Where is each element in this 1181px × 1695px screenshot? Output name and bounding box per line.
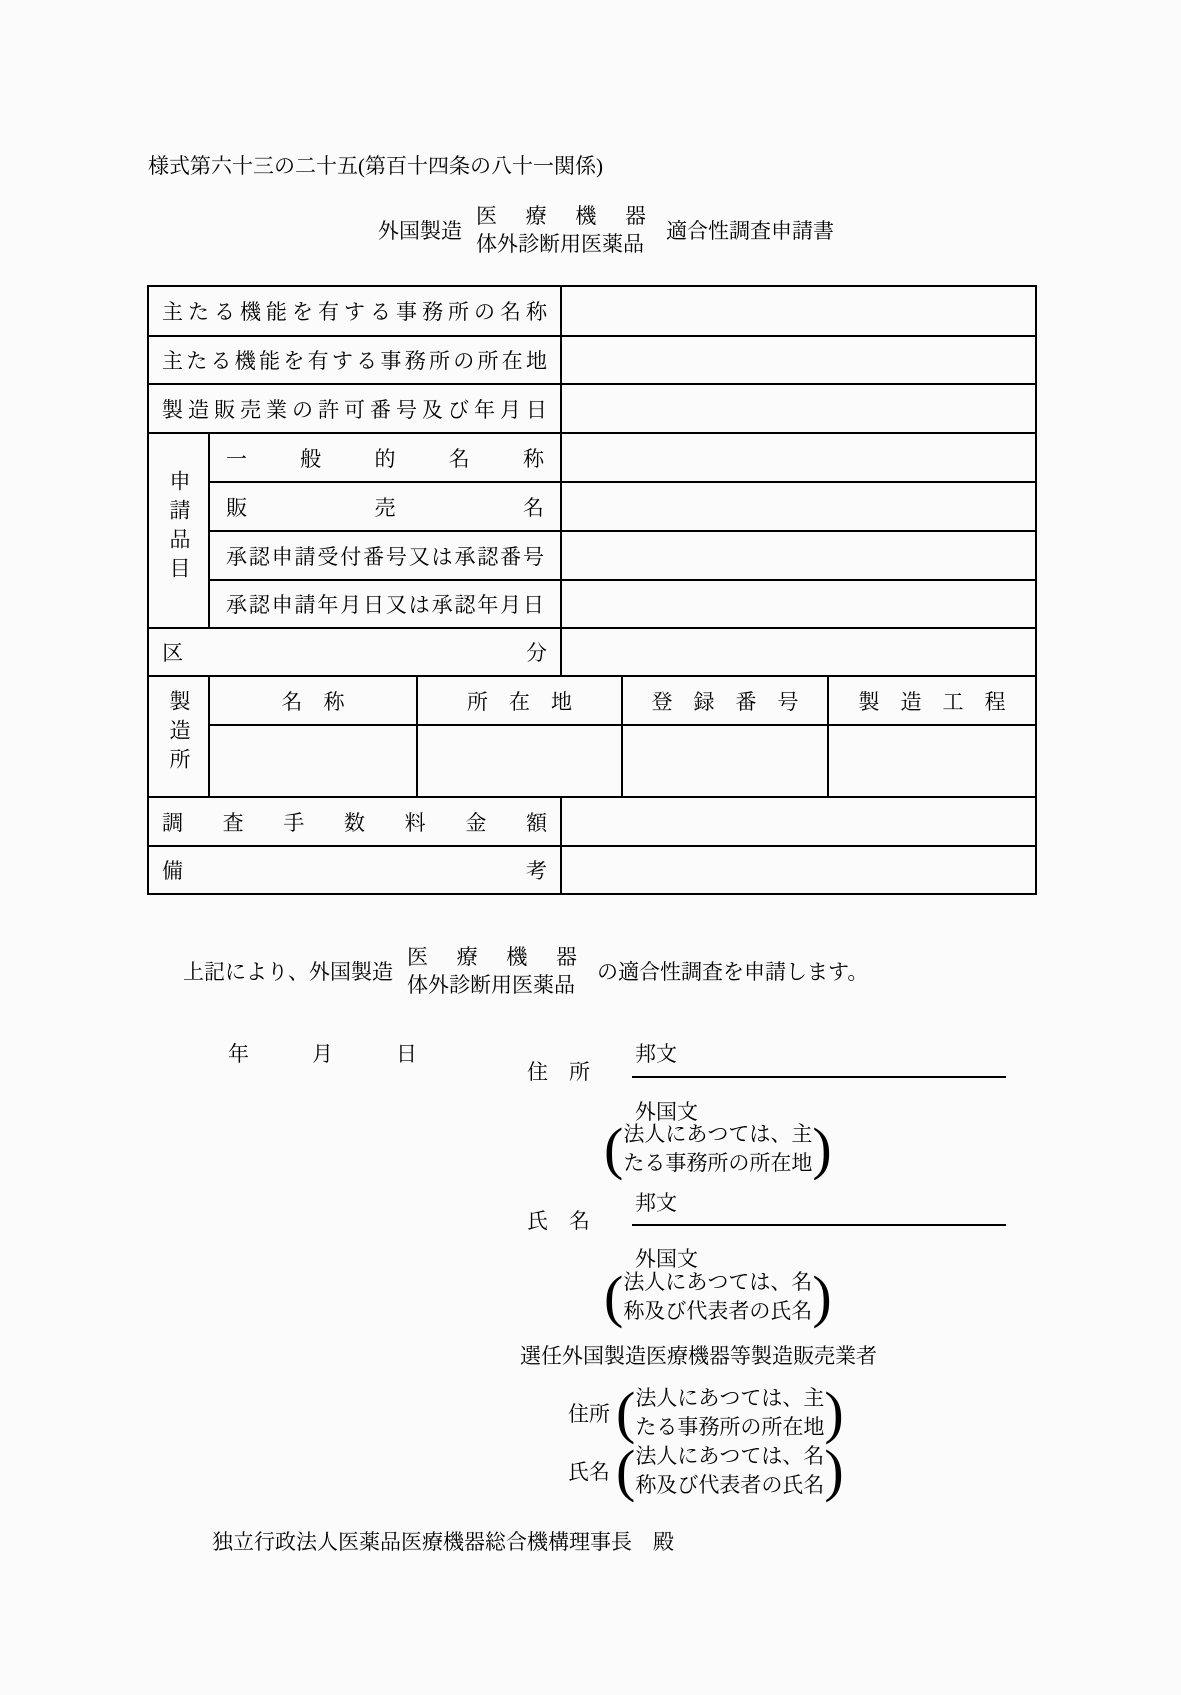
agent-heading: 選任外国製造医療機器等製造販売業者 <box>520 1344 877 1368</box>
close-paren: ) <box>824 1437 844 1503</box>
declaration-prefix: 上記により、外国製造 <box>183 960 393 984</box>
signature-address-label: 住 所 <box>527 1060 590 1084</box>
open-paren: ( <box>604 1115 624 1181</box>
office-name-value <box>561 286 1036 336</box>
open-paren: ( <box>616 1437 636 1503</box>
site-address-header: 所 在 地 <box>417 676 622 725</box>
site-registration-number-header: 登 録 番 号 <box>622 676 828 725</box>
license-number-value <box>561 384 1036 433</box>
brand-name-value <box>561 482 1036 531</box>
agent-address-label: 住所 <box>568 1402 610 1426</box>
survey-fee-label: 調査手数料金額 <box>148 797 561 846</box>
title-product-type-fraction <box>476 202 646 258</box>
agent-name-note <box>616 1437 844 1503</box>
signature-address-foreign-label: 外国文 <box>635 1100 698 1124</box>
signature-address-note <box>604 1115 832 1181</box>
agent-name-label: 氏名 <box>568 1460 610 1484</box>
title-product-bottom: 体外診断用医薬品 <box>476 232 644 256</box>
remarks-value <box>561 846 1036 894</box>
form-code: 様式第六十三の二十五(第百十四条の八十一関係) <box>148 154 603 178</box>
site-name-value <box>209 725 417 797</box>
signature-address-note-line2: たる事務所の所在地 <box>623 1151 813 1175</box>
generic-name-value <box>561 433 1036 482</box>
signature-address-note-line1: 法人にあつては、主 <box>623 1122 813 1146</box>
approval-date-label: 承認申請年月日又は承認年月日 <box>209 580 561 628</box>
title-product-top: 医療機器 <box>476 204 646 228</box>
survey-fee-value <box>561 797 1036 846</box>
signature-name-japanese-label: 邦文 <box>635 1191 677 1215</box>
office-address-label: 主たる機能を有する事務所の所在地 <box>148 336 561 384</box>
site-process-header: 製 造 工 程 <box>828 676 1036 725</box>
title-prefix: 外国製造 <box>378 219 462 243</box>
date-line: 年 月 日 <box>228 1042 417 1066</box>
declaration-product-type-fraction <box>407 943 577 999</box>
signature-name-label: 氏 名 <box>527 1209 590 1233</box>
title-suffix: 適合性調査申請書 <box>666 219 834 243</box>
declaration-product-bottom: 体外診断用医薬品 <box>407 973 575 997</box>
recipient-line: 独立行政法人医薬品医療機器総合機構理事長 殿 <box>212 1530 674 1554</box>
open-paren: ( <box>616 1379 636 1445</box>
application-items-group-label: 申請品目 <box>148 433 209 628</box>
agent-address-note-line2: たる事務所の所在地 <box>635 1415 825 1439</box>
declaration-sentence <box>183 940 868 1002</box>
close-paren: ) <box>812 1115 832 1181</box>
office-name-label: 主たる機能を有する事務所の名称 <box>148 286 561 336</box>
agent-name-note-line1: 法人にあつては、名 <box>635 1444 825 1468</box>
site-address-value <box>417 725 622 797</box>
application-table <box>147 285 1037 895</box>
signature-name-note-line1: 法人にあつては、名 <box>623 1270 813 1294</box>
agent-name-row <box>568 1437 844 1503</box>
site-registration-number-value <box>622 725 828 797</box>
approval-number-label: 承認申請受付番号又は承認番号 <box>209 531 561 580</box>
signature-address-japanese-label: 邦文 <box>635 1042 677 1066</box>
agent-name-note-line2: 称及び代表者の氏名 <box>635 1473 825 1497</box>
generic-name-label: 一般的名称 <box>209 433 561 482</box>
agent-address-note <box>616 1379 844 1445</box>
signature-name-foreign-label: 外国文 <box>635 1247 698 1271</box>
declaration-suffix: の適合性調査を申請します。 <box>597 960 869 984</box>
approval-date-value <box>561 580 1036 628</box>
remarks-label: 備考 <box>148 846 561 894</box>
signature-name-note <box>604 1263 832 1329</box>
signature-address-japanese-underline <box>632 1076 1006 1078</box>
form-title <box>378 202 834 258</box>
office-address-value <box>561 336 1036 384</box>
brand-name-label: 販売名 <box>209 482 561 531</box>
approval-number-value <box>561 531 1036 580</box>
close-paren: ) <box>824 1379 844 1445</box>
site-process-value <box>828 725 1036 797</box>
category-value <box>561 628 1036 676</box>
site-name-header: 名 称 <box>209 676 417 725</box>
category-label: 区分 <box>148 628 561 676</box>
declaration-product-top: 医療機器 <box>407 945 577 969</box>
agent-address-row <box>568 1379 844 1445</box>
close-paren: ) <box>812 1263 832 1329</box>
manufacturing-site-group-label: 製造所 <box>148 676 209 797</box>
open-paren: ( <box>604 1263 624 1329</box>
signature-name-japanese-underline <box>632 1224 1006 1226</box>
agent-address-note-line1: 法人にあつては、主 <box>635 1386 825 1410</box>
signature-name-note-line2: 称及び代表者の氏名 <box>623 1299 813 1323</box>
license-number-label: 製造販売業の許可番号及び年月日 <box>148 384 561 433</box>
